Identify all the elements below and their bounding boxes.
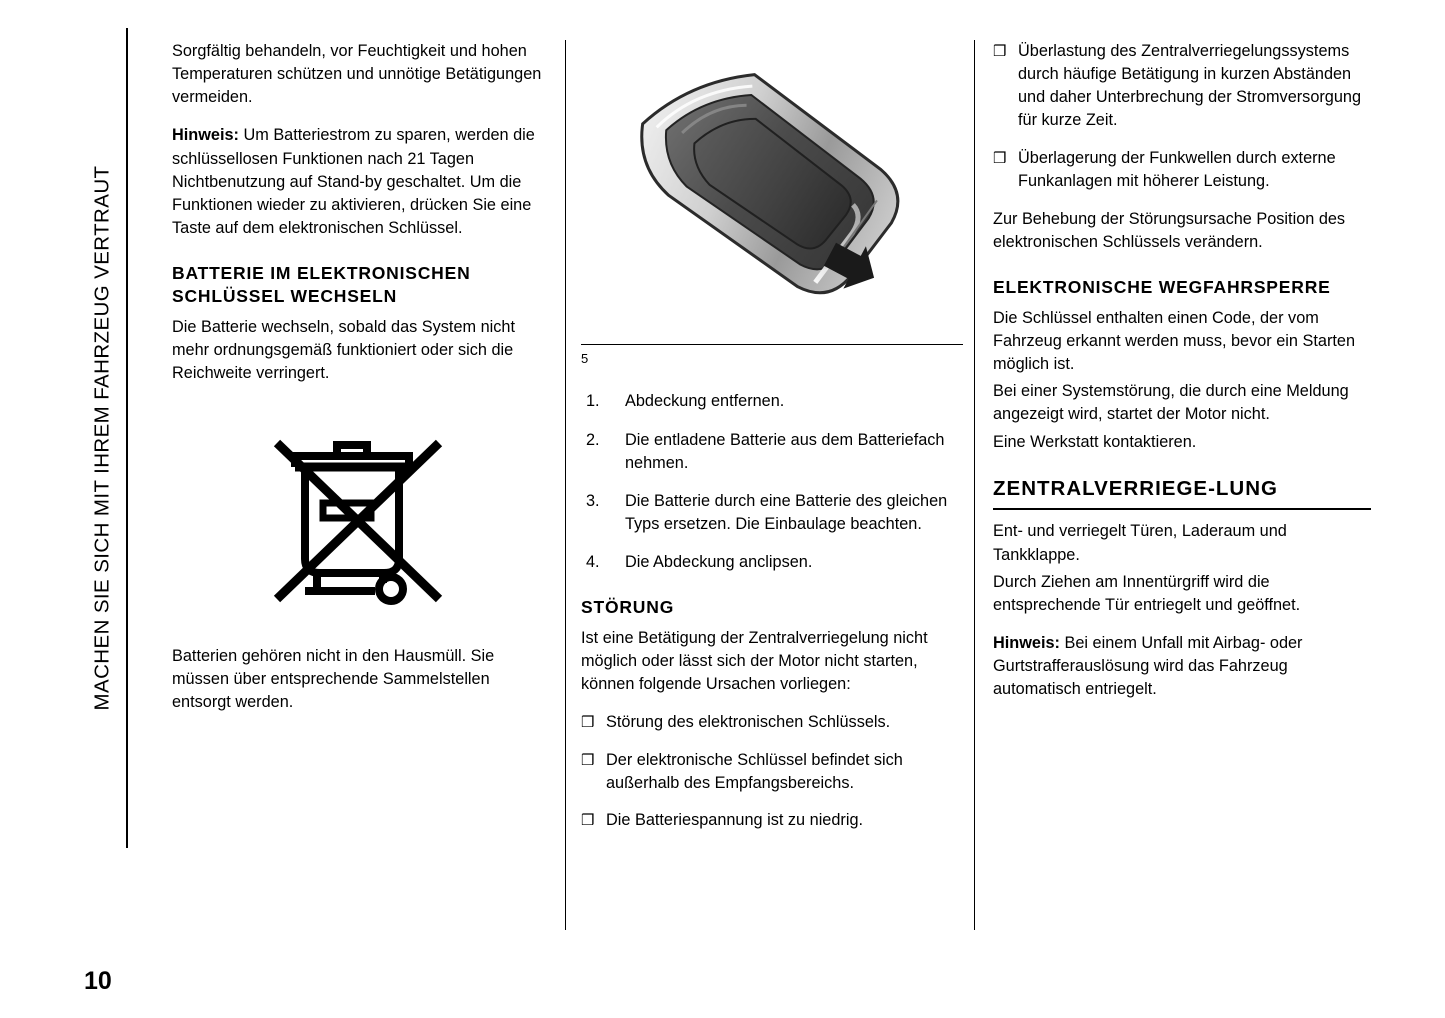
electronic-key-fob-illustration bbox=[581, 40, 963, 340]
square-bullet-icon: ❒ bbox=[581, 811, 595, 829]
battery-change-steps bbox=[581, 390, 963, 574]
malfunction-causes-list bbox=[581, 711, 963, 832]
malfunction-causes-list-continued bbox=[993, 40, 1371, 193]
note-text: Bei einem Unfall mit Airbag- oder Gurtstrafferauslösung wird das Fahrzeug automatisch entriegelt. bbox=[993, 633, 1303, 699]
figure-caption: 5 bbox=[581, 351, 589, 366]
weee-crossed-out-bin-icon bbox=[172, 409, 547, 619]
list-item bbox=[581, 429, 963, 475]
list-item-text: Die Batterie durch eine Batterie des gleichen Typs ersetzen. Die Einbaulage beachten. bbox=[625, 491, 948, 534]
list-item-text: Die Abdeckung anclipsen. bbox=[625, 553, 813, 572]
list-item bbox=[581, 711, 963, 734]
chapter-side-tab bbox=[78, 28, 128, 848]
column-divider-2 bbox=[974, 40, 975, 930]
list-item bbox=[581, 390, 963, 413]
paragraph-battery-change: Die Batterie wechseln, sobald das System nicht mehr ordnungsgemäß funktioniert oder sich die Reichweite verringert. bbox=[172, 317, 515, 382]
heading-battery-change: BATTERIE IM ELEKTRONISCHEN SCHLÜSSEL WECHSELN bbox=[172, 263, 471, 306]
paragraph-immobilizer-3: Eine Werkstatt kontaktieren. bbox=[993, 432, 1197, 451]
square-bullet-icon: ❒ bbox=[993, 149, 1007, 167]
paragraph-remedy: Zur Behebung der Störungsursache Position des elektronischen Schlüssels verändern. bbox=[993, 209, 1346, 251]
paragraph-immobilizer-1: Die Schlüssel enthalten einen Code, der vom Fahrzeug erkannt werden muss, bevor ein Starten möglich ist. bbox=[993, 308, 1355, 374]
list-item bbox=[581, 749, 963, 795]
list-item bbox=[993, 147, 1371, 193]
note-label: Hinweis: bbox=[172, 126, 239, 145]
list-item-text: Der elektronische Schlüssel befindet sich außerhalb des Empfangsbereichs. bbox=[606, 750, 903, 792]
paragraph-battery-disposal: Batterien gehören nicht in den Hausmüll. Sie müssen über entsprechende Sammelstellen entsorgt werden. bbox=[172, 647, 495, 712]
note-text: Um Batteriestrom zu sparen, werden die schlüssellosen Funktionen nach 21 Tagen Nichtbenutzung auf Stand-by geschaltet. Um die Funktionen wieder zu aktivieren, drücken Sie eine Taste auf dem elektronischen Schlüssel. bbox=[172, 126, 535, 237]
paragraph-note-standby bbox=[172, 124, 547, 240]
paragraph-malfunction-intro: Ist eine Betätigung der Zentralverriegelung nicht möglich oder lässt sich der Motor nicht starten, können folgende Ursachen vorliegen: bbox=[581, 629, 928, 694]
figure-rule bbox=[581, 344, 963, 345]
paragraph-central-locking-2: Durch Ziehen am Innentürgriff wird die entsprechende Tür entriegelt und geöffnet. bbox=[993, 572, 1301, 614]
list-item-number: 2. bbox=[586, 430, 600, 449]
list-item-number: 4. bbox=[586, 553, 600, 572]
square-bullet-icon: ❒ bbox=[581, 714, 595, 732]
chapter-title: MACHEN SIE SICH MIT IHREM FAHRZEUG VERTRAUT bbox=[90, 165, 113, 711]
list-item-number: 3. bbox=[586, 491, 600, 510]
list-item-text: Überlastung des Zentralverriegelungssystems durch häufige Betätigung in kurzen Abständen und daher Unterbrechung der Stromversorgung für kurze Zeit. bbox=[1018, 42, 1362, 130]
list-item bbox=[581, 809, 963, 832]
paragraph-note-airbag bbox=[993, 632, 1371, 701]
list-item bbox=[581, 551, 963, 574]
paragraph-central-locking-1: Ent- und verriegelt Türen, Laderaum und Tankklappe. bbox=[993, 522, 1287, 564]
list-item-text: Abdeckung entfernen. bbox=[625, 392, 785, 411]
heading-immobilizer: ELEKTRONISCHE WEGFAHRSPERRE bbox=[993, 277, 1331, 298]
heading-malfunction: STÖRUNG bbox=[581, 597, 675, 618]
list-item-text: Die Batteriespannung ist zu niedrig. bbox=[606, 810, 864, 829]
list-item-text: Störung des elektronischen Schlüssels. bbox=[606, 713, 891, 732]
heading-central-locking: ZENTRALVERRIEGE-LUNG bbox=[993, 476, 1371, 511]
list-item-text: Die entladene Batterie aus dem Batteriefach nehmen. bbox=[625, 430, 945, 472]
paragraph-immobilizer-2: Bei einer Systemstörung, die durch eine Meldung angezeigt wird, startet der Motor nicht. bbox=[993, 382, 1349, 424]
column-2 bbox=[581, 40, 963, 847]
square-bullet-icon: ❒ bbox=[581, 751, 595, 769]
paragraph-handling: Sorgfältig behandeln, vor Feuchtigkeit und hohen Temperaturen schützen und unnötige Betätigungen vermeiden. bbox=[172, 42, 542, 107]
list-item-number: 1. bbox=[586, 392, 600, 411]
column-1 bbox=[172, 40, 547, 729]
column-3 bbox=[993, 40, 1371, 716]
list-item-text: Überlagerung der Funkwellen durch externe Funkanlagen mit höherer Leistung. bbox=[1018, 148, 1336, 190]
square-bullet-icon: ❒ bbox=[993, 43, 1007, 60]
list-item bbox=[993, 40, 1371, 133]
note-label: Hinweis: bbox=[993, 633, 1060, 652]
column-divider-1 bbox=[565, 40, 566, 930]
page-number: 10 bbox=[84, 967, 112, 995]
list-item bbox=[581, 490, 963, 536]
